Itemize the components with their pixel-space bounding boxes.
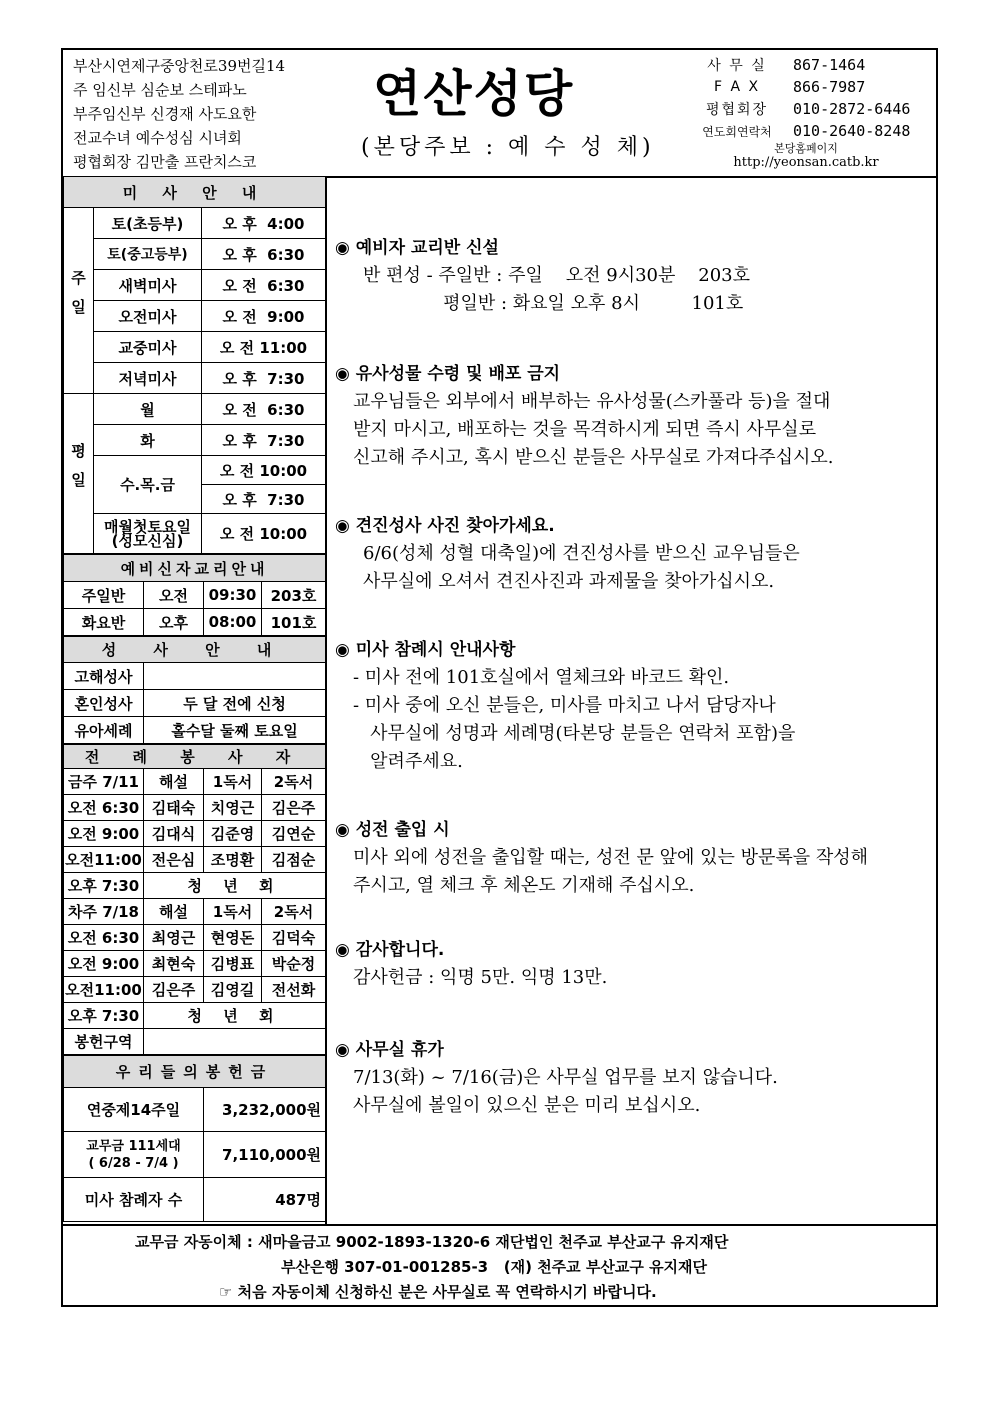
contact-info (681, 54, 931, 142)
offering-amount: 487명 (204, 1178, 326, 1222)
notice-line: 알려주세요. (353, 751, 463, 772)
notices-area (327, 176, 936, 1224)
sacrament-info: 두 달 전에 신청 (144, 690, 326, 717)
mass-table (63, 176, 326, 554)
sacrament-name: 혼인성사 (64, 690, 144, 717)
server-name: 김은주 (262, 795, 326, 821)
mass-time: 오 후 7:30 (202, 425, 326, 456)
server-time: 오전 6:30 (64, 795, 144, 821)
server-name: 김대식 (144, 821, 204, 847)
notice-mass-guide (335, 636, 935, 776)
sacraments-title: 성 사 안 내 (64, 637, 326, 663)
homepage-label: 본당홈페이지 (774, 142, 838, 155)
bulletin-frame (61, 48, 938, 1307)
role-header: 해설 (144, 769, 204, 795)
mass-name: 매월첫토요일 (성모신심) (94, 514, 202, 554)
class-time: 09:30 (204, 582, 262, 609)
server-name: 김영길 (204, 977, 262, 1003)
server-time: 오후 7:30 (64, 873, 144, 899)
mass-time: 오 후 7:30 (202, 363, 326, 394)
district-label: 봉헌구역 (64, 1029, 144, 1055)
sunday-label: 주일 (64, 208, 94, 394)
sacrament-name: 유아세례 (64, 717, 144, 744)
week-label: 금주 7/11 (64, 769, 144, 795)
notice-line: 미사 외에 성전을 출입할 때는, 성전 문 앞에 있는 방문록을 작성해 (353, 847, 869, 868)
mass-time: 오 전 11:00 (202, 332, 326, 363)
footer-bank-1: 교무금 자동이체 : 새마을금고 9002-1893-1320-6 재단법인 천주교 부산교구 유지재단 (135, 1233, 729, 1251)
notice-title: ◉ 예비자 교리반 신설 (335, 238, 499, 258)
server-name: 전은심 (144, 847, 204, 873)
notice-title: ◉ 감사합니다. (335, 940, 445, 960)
week-label: 차주 7/18 (64, 899, 144, 925)
mass-title: 미 사 안 내 (64, 177, 326, 208)
class-ampm: 오후 (144, 609, 204, 636)
role-header: 1독서 (204, 899, 262, 925)
mass-name: 토(초등부) (94, 208, 202, 239)
server-name: 최현숙 (144, 951, 204, 977)
server-time: 오전 6:30 (64, 925, 144, 951)
notice-line: 반 편성 - 주일반 : 주일 오전 9시30분 203호 (363, 265, 751, 286)
notice-title: ◉ 미사 참례시 안내사항 (335, 640, 516, 660)
council-president: 평협회장 김만출 프란치스코 (73, 153, 257, 171)
offering-title: 우리들의봉헌금 (64, 1056, 326, 1088)
sister: 전교수녀 예수성심 시녀회 (73, 129, 242, 147)
notice-line: 주시고, 열 체크 후 체온도 기재해 주십시오. (353, 875, 695, 896)
district-value (144, 1029, 326, 1055)
sidebar (63, 176, 327, 1224)
server-name: 김준영 (204, 821, 262, 847)
notice-line: 평일반 : 화요일 오후 8시 101호 (363, 293, 744, 314)
notice-line: 받지 마시고, 배포하는 것을 목격하시게 되면 즉시 사무실로 (353, 419, 817, 440)
clergy-info (73, 54, 333, 174)
notice-title: ◉ 유사성물 수령 및 배포 금지 (335, 364, 561, 384)
class-name: 주일반 (64, 582, 144, 609)
bulletin-header (63, 50, 936, 178)
mass-name: 교중미사 (94, 332, 202, 363)
notice-confirmation (335, 512, 935, 596)
mass-name: 토(중고등부) (94, 239, 202, 270)
catechumen-title: 예비신자교리안내 (64, 555, 326, 582)
address: 부산시연제구중앙천로39번길14 (73, 57, 286, 75)
servers-title: 전 례 봉 사 자 (64, 745, 326, 769)
server-name: 박순정 (262, 951, 326, 977)
server-group: 청 년 회 (144, 873, 326, 899)
server-name: 치영근 (204, 795, 262, 821)
mass-name: 수.목.금 (94, 456, 202, 514)
notice-sacramentals (335, 360, 935, 472)
server-time: 오전 9:00 (64, 951, 144, 977)
offering-table (63, 1055, 326, 1222)
mass-time: 오 전 10:00 (202, 456, 326, 485)
role-header: 2독서 (262, 899, 326, 925)
mass-time: 오 전 6:30 (202, 270, 326, 301)
footer-bank-2: 부산은행 307-01-001285-3 (재) 천주교 부산교구 유지재단 (281, 1258, 708, 1276)
notice-line: - 미사 전에 101호실에서 열체크와 바코드 확인. (353, 667, 730, 688)
offering-label: 교무금 111세대 ( 6/28 - 7/4 ) (64, 1132, 204, 1178)
contact-row: 사 무 실 867-1464 (707, 56, 866, 74)
server-time: 오후 7:30 (64, 1003, 144, 1029)
notice-title: ◉ 사무실 휴가 (335, 1040, 444, 1060)
offering-amount: 3,232,000원 (204, 1088, 326, 1132)
class-room: 101호 (262, 609, 326, 636)
mass-name: 오전미사 (94, 301, 202, 332)
contact-row: F A X 866-7987 (713, 78, 866, 96)
notice-line: 7/13(화) ~ 7/16(금)은 사무실 업무를 보지 않습니다. (353, 1067, 778, 1088)
offering-label: 연중제14주일 (64, 1088, 204, 1132)
offering-amount: 7,110,000원 (204, 1132, 326, 1178)
pastor: 주 임신부 심순보 스테파노 (73, 81, 247, 99)
mass-name: 월 (94, 394, 202, 425)
bulletin-subtitle: (본당주보 : 예 수 성 체) (361, 135, 655, 160)
notice-line: 사무실에 오셔서 견진사진과 과제물을 찾아가십시오. (363, 571, 775, 592)
footer (63, 1224, 936, 1307)
notice-catechumen (335, 234, 935, 318)
sacrament-name: 고해성사 (64, 663, 144, 690)
server-name: 조명환 (204, 847, 262, 873)
server-name: 김점순 (262, 847, 326, 873)
sacrament-info (144, 663, 326, 690)
offering-label: 미사 참례자 수 (64, 1178, 204, 1222)
class-room: 203호 (262, 582, 326, 609)
contact-row: 평협회장 010-2872-6446 (705, 100, 911, 118)
assistant-pastor: 부주임신부 신경재 사도요한 (73, 105, 257, 123)
sacrament-info: 홀수달 둘째 토요일 (144, 717, 326, 744)
weekday-label: 평일 (64, 394, 94, 554)
notice-title: ◉ 견진성사 사진 찾아가세요. (335, 516, 555, 536)
notice-entry (335, 816, 935, 900)
notice-title: ◉ 성전 출입 시 (335, 820, 450, 840)
homepage (681, 142, 931, 170)
mass-time: 오 전 6:30 (202, 394, 326, 425)
server-time: 오전 9:00 (64, 821, 144, 847)
server-name: 김태숙 (144, 795, 204, 821)
role-header: 1독서 (204, 769, 262, 795)
server-name: 김은주 (144, 977, 204, 1003)
contact-row: 연도회연락처 010-2640-8248 (702, 122, 911, 140)
notice-line: 사무실에 성명과 세례명(타본당 분들은 연락처 포함)을 (353, 723, 796, 744)
role-header: 2독서 (262, 769, 326, 795)
homepage-link[interactable]: http://yeonsan.catb.kr (733, 155, 879, 170)
mass-time: 오 전 10:00 (202, 514, 326, 554)
mass-time: 오 후 7:30 (202, 485, 326, 514)
mass-name: 새벽미사 (94, 270, 202, 301)
parish-title: 연산성당 (373, 65, 575, 123)
notice-office-vacation (335, 1036, 935, 1120)
server-group: 청 년 회 (144, 1003, 326, 1029)
notice-line: 6/6(성체 성혈 대축일)에 견진성사를 받으신 교우님들은 (363, 543, 800, 564)
notice-line: 사무실에 볼일이 있으신 분은 미리 보십시오. (353, 1095, 701, 1116)
server-time: 오전11:00 (64, 847, 144, 873)
server-name: 김연순 (262, 821, 326, 847)
notice-line: - 미사 중에 오신 분들은, 미사를 마치고 나서 담당자나 (353, 695, 776, 716)
notice-thanks (335, 936, 935, 992)
notice-line: 감사헌금 : 익명 5만. 익명 13만. (353, 967, 608, 988)
mass-time: 오 전 9:00 (202, 301, 326, 332)
role-header: 해설 (144, 899, 204, 925)
server-name: 전선화 (262, 977, 326, 1003)
class-time: 08:00 (204, 609, 262, 636)
mass-time: 오 후 6:30 (202, 239, 326, 270)
server-name: 최영근 (144, 925, 204, 951)
notice-line: 교우님들은 외부에서 배부하는 유사성물(스카풀라 등)을 절대 (353, 391, 831, 412)
mass-name: 화 (94, 425, 202, 456)
server-time: 오전11:00 (64, 977, 144, 1003)
class-name: 화요반 (64, 609, 144, 636)
server-name: 김덕숙 (262, 925, 326, 951)
server-name: 김병표 (204, 951, 262, 977)
class-ampm: 오전 (144, 582, 204, 609)
notice-line: 신고해 주시고, 혹시 받으신 분들은 사무실로 가져다주십시오. (353, 447, 834, 468)
server-name: 현영돈 (204, 925, 262, 951)
catechumen-table (63, 554, 326, 636)
footer-notice: ☞ 처음 자동이체 신청하신 분은 사무실로 꼭 연락하시기 바랍니다. (219, 1283, 657, 1301)
servers-table (63, 744, 326, 1055)
mass-name: 저녁미사 (94, 363, 202, 394)
sacraments-table (63, 636, 326, 744)
mass-time: 오 후 4:00 (202, 208, 326, 239)
